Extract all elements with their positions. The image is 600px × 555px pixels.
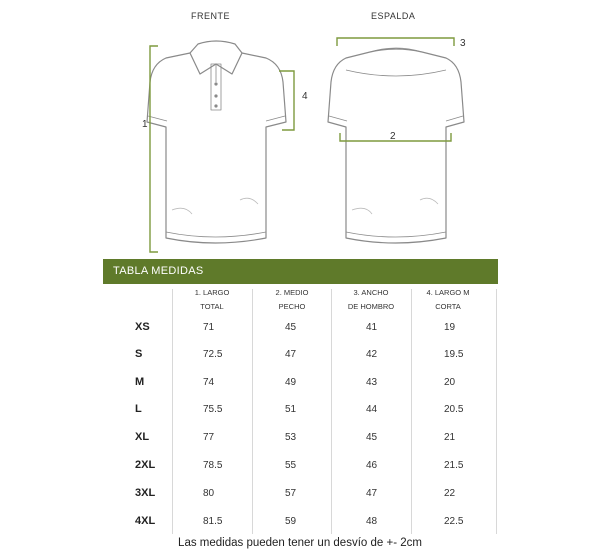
column-header-shoulder-width bbox=[331, 286, 411, 314]
column-header-line: 3. ANCHO bbox=[353, 288, 389, 297]
column-divider bbox=[496, 289, 497, 534]
table-cell: 46 bbox=[366, 460, 378, 471]
table-cell: 44 bbox=[366, 404, 378, 415]
column-divider bbox=[172, 289, 173, 534]
table-title: TABLA MEDIDAS bbox=[103, 259, 498, 284]
column-header-line: 2. MEDIO bbox=[275, 288, 309, 297]
column-header-line: 4. LARGO M bbox=[426, 288, 470, 297]
table-cell: 21.5 bbox=[444, 460, 464, 471]
size-label: 3XL bbox=[135, 487, 156, 499]
table-cell: 78.5 bbox=[203, 460, 223, 471]
marker-2: 2 bbox=[390, 131, 396, 142]
shirt-diagram bbox=[0, 0, 600, 260]
table-cell: 20 bbox=[444, 377, 456, 388]
table-cell: 81.5 bbox=[203, 516, 223, 527]
table-cell: 48 bbox=[366, 516, 378, 527]
front-shirt-illustration bbox=[147, 41, 286, 243]
front-view-label: FRENTE bbox=[191, 11, 230, 21]
table-cell: 49 bbox=[285, 377, 297, 388]
size-label: 4XL bbox=[135, 515, 156, 527]
table-cell: 53 bbox=[285, 432, 297, 443]
column-divider bbox=[411, 289, 412, 534]
table-cell: 57 bbox=[285, 488, 297, 499]
table-cell: 77 bbox=[203, 432, 215, 443]
size-label: XS bbox=[135, 321, 150, 333]
back-view-label: ESPALDA bbox=[371, 11, 416, 21]
table-cell: 22 bbox=[444, 488, 456, 499]
column-header-half-chest bbox=[252, 286, 332, 314]
table-cell: 19.5 bbox=[444, 349, 464, 360]
table-cell: 80 bbox=[203, 488, 215, 499]
table-cell: 19 bbox=[444, 322, 456, 333]
column-header-line: DE HOMBRO bbox=[347, 302, 395, 311]
marker-4: 4 bbox=[302, 91, 308, 102]
table-cell: 72.5 bbox=[203, 349, 223, 360]
size-label: M bbox=[135, 376, 145, 388]
table-cell: 42 bbox=[366, 349, 378, 360]
table-cell: 74 bbox=[203, 377, 215, 388]
column-header-sleeve-length bbox=[408, 286, 488, 314]
size-label: L bbox=[135, 403, 142, 415]
column-divider bbox=[252, 289, 253, 534]
table-cell: 21 bbox=[444, 432, 456, 443]
column-header-line: PECHO bbox=[278, 302, 306, 311]
table-cell: 41 bbox=[366, 322, 378, 333]
back-shirt-illustration bbox=[328, 48, 464, 243]
table-cell: 43 bbox=[366, 377, 378, 388]
table-cell: 45 bbox=[366, 432, 378, 443]
guide-shoulder-width bbox=[337, 38, 454, 46]
marker-1: 1 bbox=[142, 119, 148, 130]
table-cell: 51 bbox=[285, 404, 297, 415]
column-header-total-length bbox=[172, 286, 252, 314]
column-divider bbox=[331, 289, 332, 534]
column-header-line: TOTAL bbox=[200, 302, 224, 311]
table-cell: 59 bbox=[285, 516, 297, 527]
table-cell: 47 bbox=[285, 349, 297, 360]
size-label: XL bbox=[135, 431, 150, 443]
table-cell: 71 bbox=[203, 322, 215, 333]
table-cell: 75.5 bbox=[203, 404, 223, 415]
table-cell: 22.5 bbox=[444, 516, 464, 527]
column-header-line: CORTA bbox=[435, 302, 461, 311]
size-label: 2XL bbox=[135, 459, 156, 471]
size-label: S bbox=[135, 348, 143, 360]
table-cell: 47 bbox=[366, 488, 378, 499]
marker-3: 3 bbox=[460, 38, 466, 49]
footer-note: Las medidas pueden tener un desvío de +- 2cm bbox=[178, 537, 422, 549]
table-cell: 20.5 bbox=[444, 404, 464, 415]
table-cell: 55 bbox=[285, 460, 297, 471]
table-cell: 45 bbox=[285, 322, 297, 333]
column-header-line: 1. LARGO bbox=[194, 288, 230, 297]
